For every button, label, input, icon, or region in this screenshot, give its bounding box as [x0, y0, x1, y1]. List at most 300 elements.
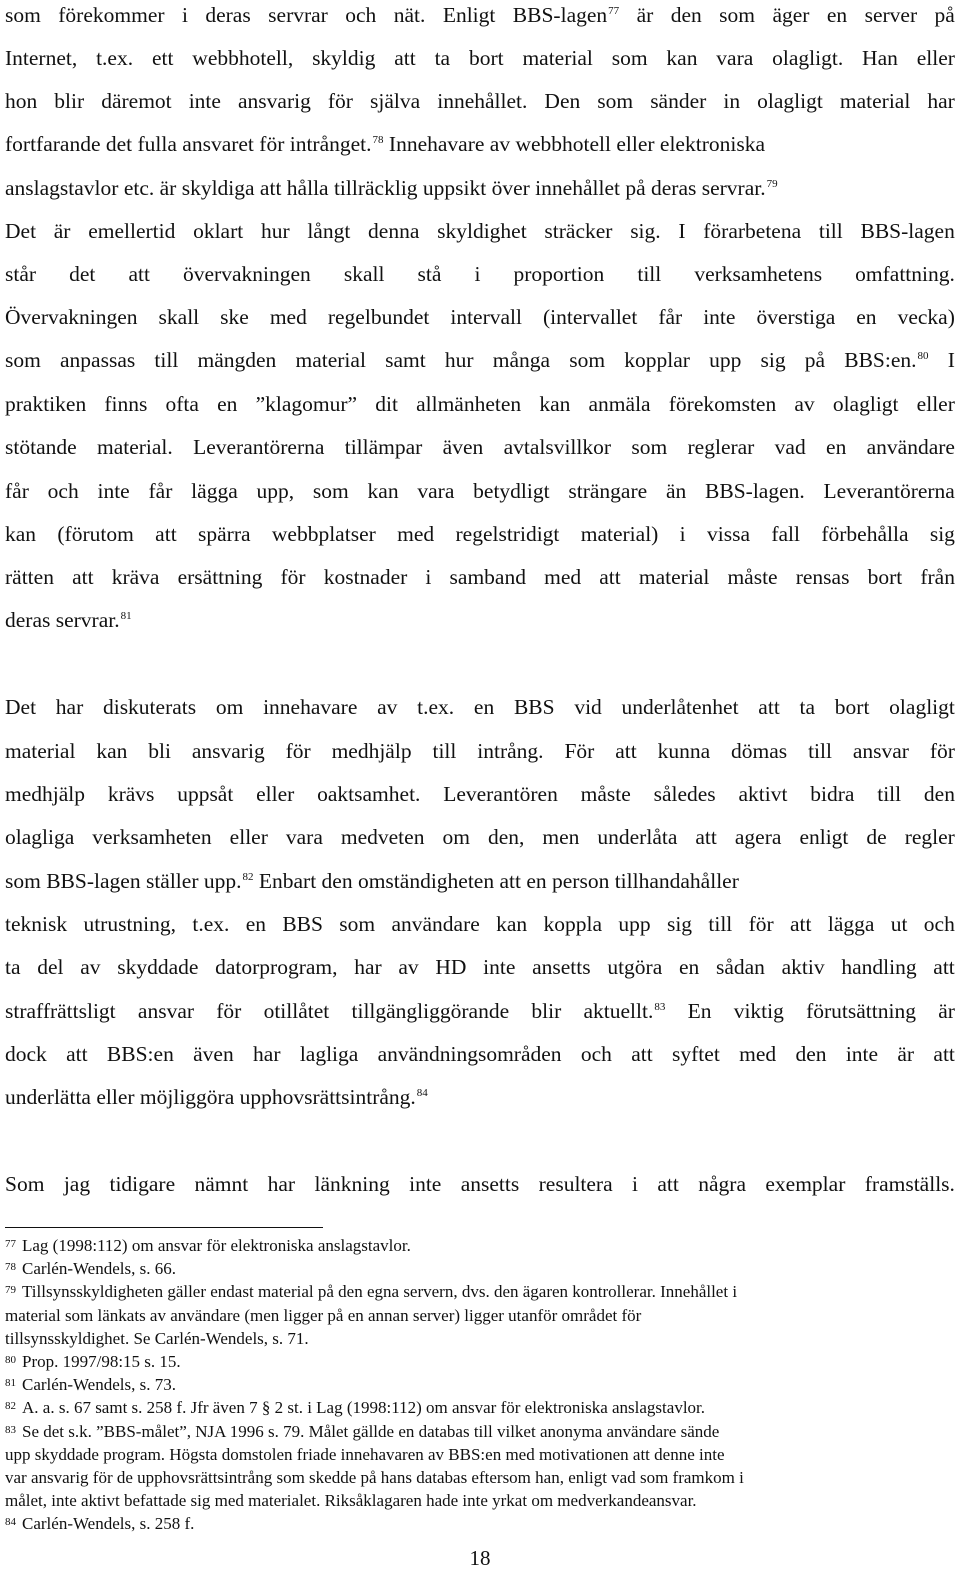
word: som: [5, 348, 41, 372]
word: blir: [531, 999, 562, 1023]
footnote-line: [5, 1513, 194, 1535]
footnote-text: tillsynsskyldighet. Se Carlén-Wendels, s. 71.: [5, 1328, 309, 1348]
body-line: [5, 174, 778, 202]
word: lagliga: [299, 1042, 359, 1066]
word: medveten: [340, 825, 425, 849]
body-line: [5, 953, 955, 981]
word: eller: [916, 392, 955, 416]
word: och: [47, 479, 79, 503]
word: ansvar: [137, 999, 195, 1023]
word: kan: [539, 392, 571, 416]
line-text: Innehavare av webbhotell eller elektroniska: [383, 132, 765, 156]
line-text: deras servrar.: [5, 608, 120, 632]
word: regelbundet: [327, 305, 430, 329]
word: utrustning,: [83, 912, 177, 936]
word: ansetts: [460, 1172, 520, 1196]
word: förutsättning: [806, 999, 916, 1023]
footnote-text: målet, inte aktivt befattade sig med materialet. Riksåklagaren hade inte yrkat om medverkandeansvar.: [5, 1491, 697, 1511]
word: kan: [367, 479, 399, 503]
footnote-line: [5, 1444, 725, 1466]
word: BBS:en.$^{80}$: [844, 348, 929, 372]
word: för: [748, 912, 774, 936]
body-line: [5, 346, 955, 374]
body-line: [5, 1040, 955, 1068]
word: för: [285, 739, 311, 763]
footnote-text: A. a. s. 67 samt s. 258 f. Jfr även 7 § 2 st. i Lag (1998:112) om ansvar för elektroniska anslagstavlor.: [22, 1398, 706, 1418]
footnote-ref: 82: [242, 871, 254, 883]
word: vara: [285, 825, 323, 849]
word: att: [790, 912, 812, 936]
word: eller: [916, 46, 955, 70]
word: rensas: [795, 565, 850, 589]
word: webbhotell,: [192, 46, 294, 70]
word: är: [53, 219, 71, 243]
word: sig: [760, 348, 786, 372]
word: diskuterats: [102, 695, 197, 719]
word: men: [542, 825, 580, 849]
word: inte: [703, 305, 736, 329]
word: samt: [385, 348, 426, 372]
word: deras: [205, 3, 251, 27]
word: ansvar: [852, 739, 909, 763]
word: material: [522, 46, 593, 70]
word: medhjälp: [331, 739, 412, 763]
word: medhjälp: [5, 782, 86, 806]
word: hur: [260, 219, 290, 243]
word: t.ex.: [192, 912, 230, 936]
word: stötande: [5, 435, 77, 459]
word: som: [339, 912, 376, 936]
footnote-number: 77: [5, 1238, 16, 1250]
word: som: [611, 46, 648, 70]
word: har: [55, 695, 84, 719]
word: dömas: [731, 739, 788, 763]
word: av: [377, 695, 398, 719]
word: äger: [772, 3, 810, 27]
footnote-line: [5, 1351, 181, 1373]
footnote-number: 80: [5, 1354, 16, 1366]
word: sådan: [715, 955, 765, 979]
word: framställs.: [864, 1172, 955, 1196]
word: kostnader: [323, 565, 408, 589]
word: på: [934, 3, 955, 27]
word: sig: [666, 912, 693, 936]
word: sänder: [650, 89, 707, 113]
line-text: underlätta eller möjliggöra upphovsrättsintrång.: [5, 1085, 416, 1109]
word: förbehålla: [821, 522, 909, 546]
word: anmäla: [588, 392, 651, 416]
word: jag: [63, 1172, 91, 1196]
word: ansvarig: [191, 739, 265, 763]
word: sträcker: [544, 219, 613, 243]
word: Internet,: [5, 46, 78, 70]
word: en: [678, 955, 700, 979]
footnote-ref: 78: [372, 134, 384, 146]
word: in: [723, 89, 741, 113]
word: förekommer: [58, 3, 165, 27]
word: nämnt: [194, 1172, 249, 1196]
word: För: [564, 739, 595, 763]
word: i: [474, 262, 481, 286]
word: som: [597, 89, 634, 113]
word: Leverantören: [443, 782, 558, 806]
word: och: [923, 912, 955, 936]
word: t.ex.: [417, 695, 455, 719]
word: hur: [444, 348, 474, 372]
footnote-line: [5, 1374, 176, 1396]
word: med: [739, 1042, 777, 1066]
word: ta: [434, 46, 451, 70]
word: material: [295, 348, 366, 372]
word: en: [473, 695, 495, 719]
word: (intervallet: [543, 305, 638, 329]
word: kan: [96, 739, 128, 763]
word: att: [631, 1042, 653, 1066]
word: övervakningen: [183, 262, 311, 286]
word: Han: [862, 46, 898, 70]
page-number: 18: [469, 1546, 491, 1570]
word: material.: [96, 435, 173, 459]
word: nät.: [393, 3, 426, 27]
footnote-ref: 79: [766, 178, 778, 190]
footnote-line: [5, 1281, 737, 1303]
word: det: [69, 262, 96, 286]
word: skyddade: [117, 955, 199, 979]
word: BBS-lagen.: [705, 479, 805, 503]
word: till: [154, 348, 179, 372]
body-line: [5, 87, 955, 115]
word: till: [708, 912, 733, 936]
body-line: [5, 130, 765, 158]
word: BBS: [513, 695, 555, 719]
word: till: [432, 739, 457, 763]
footnote-text: Carlén-Wendels, s. 258 f.: [22, 1514, 195, 1534]
body-line: [5, 823, 955, 851]
word: utgöra: [607, 955, 663, 979]
word: att: [599, 565, 621, 589]
word: upp: [618, 912, 651, 936]
word: inte: [483, 955, 516, 979]
word: de: [866, 825, 887, 849]
word: att: [933, 1042, 955, 1066]
word: användare: [391, 912, 480, 936]
word: sig.: [630, 219, 661, 243]
word: underlåtenhet: [621, 695, 739, 719]
word: bort: [834, 695, 870, 719]
word: resultera: [538, 1172, 613, 1196]
word: den: [670, 3, 702, 27]
word: olagligt: [889, 695, 955, 719]
word: bort: [468, 46, 504, 70]
word: straffrättsligt: [5, 999, 116, 1023]
word: att: [155, 522, 177, 546]
word: eller: [229, 825, 268, 849]
word: således: [653, 782, 716, 806]
word: material: [638, 565, 710, 589]
word: en: [245, 912, 266, 936]
word: webbplatser: [271, 522, 376, 546]
word: Det: [5, 695, 37, 719]
footnote-number: 82: [5, 1400, 16, 1413]
word: står: [5, 262, 37, 286]
word: i: [425, 565, 432, 589]
word: långt: [307, 219, 351, 243]
word: även: [193, 1042, 234, 1066]
word: olagligt.: [772, 46, 844, 70]
word: sig: [929, 522, 955, 546]
word: regelstridigt: [455, 522, 560, 546]
word: blir: [54, 89, 85, 113]
footnote-line: [5, 1258, 176, 1280]
word: till: [877, 782, 902, 806]
word: som: [719, 3, 756, 27]
word: emellertid: [88, 219, 176, 243]
word: hon: [5, 89, 38, 113]
word: oaktsamhet.: [317, 782, 421, 806]
word: av: [794, 392, 815, 416]
word: tillämpar: [344, 435, 423, 459]
word: aktivt: [738, 782, 788, 806]
footnote-line: [5, 1305, 641, 1327]
word: koppla: [543, 912, 603, 936]
word: innehållet.: [437, 89, 528, 113]
word: som: [312, 479, 349, 503]
word: denna: [368, 219, 420, 243]
word: teknisk: [5, 912, 68, 936]
word: om: [215, 695, 244, 719]
word: att: [657, 1172, 679, 1196]
word: som: [5, 3, 41, 27]
word: bort: [867, 565, 903, 589]
word: viktig: [733, 999, 784, 1023]
footnote-number: 78: [5, 1261, 16, 1274]
footnote-text: Prop. 1997/98:15 s. 15.: [22, 1352, 181, 1371]
word: i: [679, 522, 686, 546]
word: dit: [375, 392, 398, 416]
word: och: [345, 3, 377, 27]
word: spärra: [198, 522, 251, 546]
word: skyldig: [312, 46, 376, 70]
word: BBS: [282, 912, 323, 936]
word: än: [665, 479, 687, 503]
word: har: [354, 955, 382, 979]
word: betydligt: [473, 479, 550, 503]
word: vara: [716, 46, 754, 70]
word: ut: [890, 912, 908, 936]
footnote-text: Lag (1998:112) om ansvar för elektroniska anslagstavlor.: [22, 1236, 411, 1255]
word: får: [658, 305, 683, 329]
word: är: [938, 999, 955, 1023]
word: enligt: [799, 825, 849, 849]
word: ofta: [165, 392, 199, 416]
word: t.ex.: [96, 46, 134, 70]
word: stå: [417, 262, 442, 286]
word: finns: [104, 392, 148, 416]
word: datorprogram,: [215, 955, 338, 979]
line-text: som BBS-lagen ställer upp.: [5, 869, 242, 893]
footnote-ref: 80: [917, 350, 929, 362]
word: är: [636, 3, 654, 27]
word: material): [580, 522, 659, 546]
word: intervall: [450, 305, 522, 329]
body-line: [5, 260, 955, 288]
word: otillåtet: [263, 999, 330, 1023]
word: bli: [148, 739, 171, 763]
word: mängden: [197, 348, 277, 372]
word: dock: [5, 1042, 47, 1066]
word: som: [569, 348, 606, 372]
word: förekomsten: [668, 392, 777, 416]
body-line: [5, 693, 955, 721]
word: olagligt: [757, 89, 823, 113]
word: har: [267, 1172, 296, 1196]
word: agera: [734, 825, 782, 849]
word: kopplar: [624, 348, 690, 372]
word: omfattning.: [855, 262, 955, 286]
footnote-line: [5, 1467, 744, 1489]
word: på: [804, 348, 826, 372]
footnote-text: var ansvarig för de upphovsrättsintrång som skedde på hans databas eftersom han, enligt vad som framkom i: [5, 1468, 744, 1487]
word: för: [216, 999, 242, 1023]
word: om: [442, 825, 470, 849]
footnote-number: 81: [5, 1377, 16, 1390]
word: I: [678, 219, 686, 243]
word: till: [818, 219, 843, 243]
word: att: [695, 825, 717, 849]
word: ersättning: [177, 565, 263, 589]
word: förarbetena: [703, 219, 802, 243]
body-line: [5, 737, 955, 765]
word: ta: [5, 955, 21, 979]
word: vissa: [707, 522, 750, 546]
footnote-number: 83: [5, 1423, 16, 1436]
word: krävs: [107, 782, 155, 806]
footnote-ref: 77: [608, 5, 620, 17]
word: ta: [799, 695, 816, 719]
word: den: [923, 782, 955, 806]
body-line: [5, 606, 132, 634]
word: Som: [5, 1172, 45, 1196]
word: servrar: [268, 3, 328, 27]
footnote-ref: 83: [654, 1001, 666, 1013]
word: kräva: [111, 565, 160, 589]
word: länkning: [314, 1172, 390, 1196]
word: innehavare: [263, 695, 358, 719]
footnote-text: material som länkats av användare (men ligger på en annan server) ligger utanför området för: [5, 1305, 642, 1325]
word: inte: [845, 1042, 879, 1066]
word: har: [253, 1042, 281, 1066]
word: kan: [666, 46, 698, 70]
word: skyldighet: [437, 219, 527, 243]
word: exemplar: [765, 1172, 846, 1196]
word: även: [442, 435, 484, 459]
word: uppsåt: [177, 782, 234, 806]
body-line: [5, 867, 739, 895]
footnote-text: upp skyddade program. Högsta domstolen friade innehavaren av BBS:en med motivationen att denne inte: [5, 1444, 725, 1464]
word: verksamheten: [92, 825, 212, 849]
word: HD: [435, 955, 467, 979]
line-text: Enbart den omständigheten att en person tillhandahåller: [253, 869, 739, 893]
word: en: [826, 3, 848, 27]
word: kan: [5, 522, 37, 546]
word: tillgängliggörande: [351, 999, 510, 1023]
word: för: [280, 565, 306, 589]
body-line: [5, 217, 955, 245]
word: Den: [544, 89, 581, 113]
footnote-line: [5, 1397, 705, 1419]
word: praktiken: [5, 392, 87, 416]
word: ett: [151, 46, 174, 70]
word: och: [580, 1042, 612, 1066]
footnote-line: [5, 1235, 411, 1257]
word: till: [808, 739, 832, 763]
word: många: [492, 348, 551, 372]
word: en: [826, 435, 847, 459]
word: vad: [774, 435, 806, 459]
word: vecka): [897, 305, 955, 329]
word: upp,: [256, 479, 295, 503]
word: aktiv: [781, 955, 825, 979]
footnote-divider: [5, 1227, 323, 1228]
footnote-number: 84: [5, 1516, 16, 1529]
footnote-line: [5, 1490, 697, 1512]
word: intrång.: [477, 739, 544, 763]
word: verksamhetens: [694, 262, 823, 286]
word: att: [615, 739, 637, 763]
word: några: [698, 1172, 746, 1196]
word: proportion: [513, 262, 605, 286]
word: har: [927, 89, 955, 113]
word: regler: [904, 825, 955, 849]
footnote-line: [5, 1421, 719, 1443]
word: I: [947, 348, 955, 372]
word: syftet: [672, 1042, 720, 1066]
word: med: [269, 305, 307, 329]
line-text: fortfarande det fulla ansvaret för intrånget.: [5, 132, 372, 156]
word: ansvarig: [238, 89, 311, 113]
body-line: [5, 1170, 955, 1198]
word: BBS-lagen: [860, 219, 955, 243]
body-line: [5, 997, 955, 1025]
word: av: [80, 955, 101, 979]
word: ansetts: [532, 955, 591, 979]
word: Det: [5, 219, 37, 243]
word: olagliga: [5, 825, 75, 849]
word: skall: [343, 262, 385, 286]
word: aktuellt.$^{83}$: [583, 999, 666, 1023]
word: strängare: [568, 479, 648, 503]
word: att: [394, 46, 416, 70]
body-line: [5, 303, 955, 331]
body-line: [5, 910, 955, 938]
word: Övervakningen: [5, 305, 138, 329]
word: En: [687, 999, 712, 1023]
word: att: [933, 955, 955, 979]
word: att: [128, 262, 150, 286]
word: tidigare: [109, 1172, 176, 1196]
word: allmänheten: [416, 392, 522, 416]
word: ”klagomur”: [255, 392, 358, 416]
word: eller: [256, 782, 295, 806]
word: måste: [727, 565, 778, 589]
word: bidra: [810, 782, 855, 806]
word: skall: [158, 305, 200, 329]
word: med: [544, 565, 582, 589]
word: en: [217, 392, 238, 416]
footnote-line: [5, 1328, 309, 1350]
word: däremot: [101, 89, 172, 113]
word: ske: [220, 305, 249, 329]
